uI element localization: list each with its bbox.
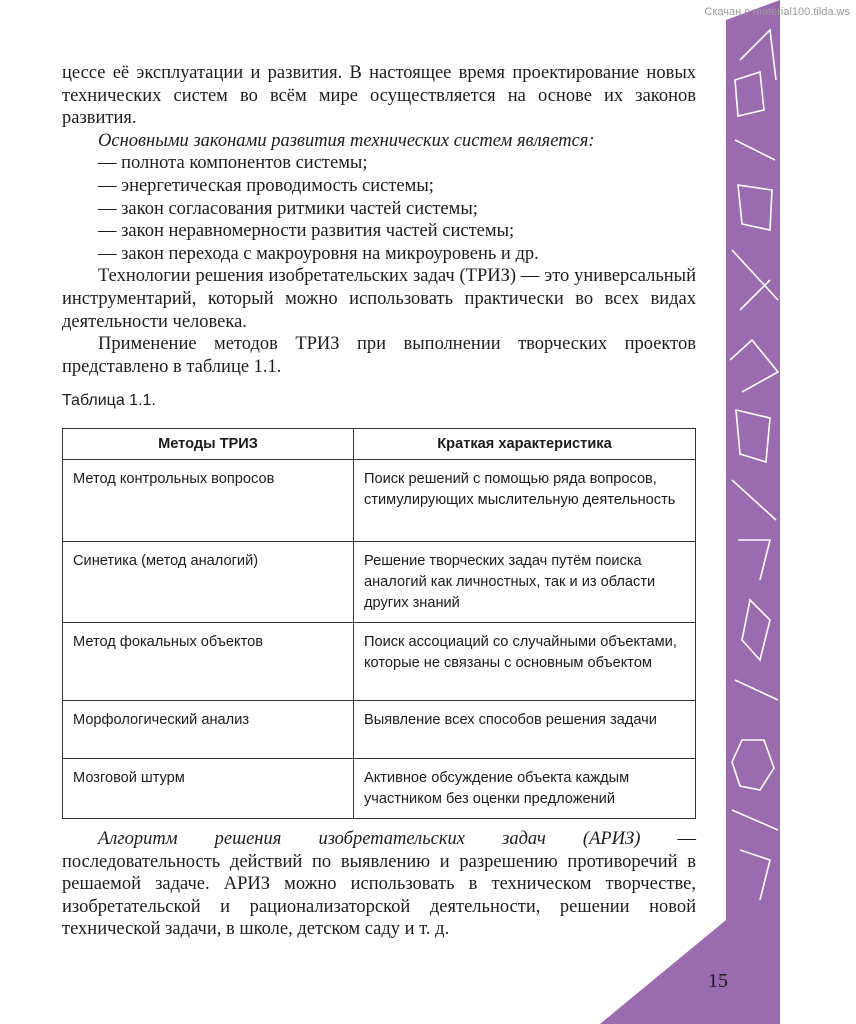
table-caption: Таблица 1.1.	[62, 392, 156, 409]
law-item: — закон согласования ритмики частей системы;	[98, 198, 478, 219]
method-cell: Мозговой штурм	[63, 759, 354, 819]
table-header-row	[63, 429, 696, 460]
table-row	[63, 623, 696, 701]
paragraph-2: Технологии решения изобретательских задач (ТРИЗ) — это универсальный инструментарий, который можно использовать практически во всех видах деятельности человека.	[62, 266, 696, 332]
table-row	[63, 701, 696, 759]
method-cell: Морфологический анализ	[63, 701, 354, 759]
paragraph-3: Применение методов ТРИЗ при выполнении творческих проектов представлено в таблице 1.1.	[62, 334, 696, 377]
table-row	[63, 542, 696, 623]
ariz-text: — последовательность действий по выявлению и разрешению противоречий в решаемой задаче. АРИЗ можно использовать в техническом творчестве, изобретательской и рационализаторской деятельности, решении новой технической задачи, в школе, детском саду и т. д.	[62, 829, 697, 940]
column-header-description: Краткая характеристика	[354, 429, 696, 460]
description-cell: Поиск ассоциаций со случайными объектами, которые не связаны с основным объектом	[354, 623, 696, 701]
watermark: Скачан с material100.tilda.ws	[704, 6, 850, 18]
ariz-paragraph	[62, 828, 696, 941]
intro-text	[62, 62, 696, 378]
law-item: — закон неравномерности развития частей системы;	[98, 221, 515, 242]
description-cell: Решение творческих задач путём поиска аналогий как личностных, так и из области других знаний	[354, 542, 696, 623]
method-cell: Синетика (метод аналогий)	[63, 542, 354, 623]
method-cell: Метод фокальных объектов	[63, 623, 354, 701]
column-header-methods: Методы ТРИЗ	[63, 429, 354, 460]
law-item: — закон перехода с макроуровня на микроуровень и др.	[98, 243, 539, 264]
triz-methods-table	[62, 428, 696, 819]
table-row	[63, 460, 696, 542]
laws-heading: Основными законами развития технических систем является:	[98, 130, 595, 151]
page-number: 15	[708, 970, 728, 992]
method-cell: Метод контрольных вопросов	[63, 460, 354, 542]
description-cell: Активное обсуждение объекта каждым участником без оценки предложений	[354, 759, 696, 819]
description-cell: Выявление всех способов решения задачи	[354, 701, 696, 759]
law-item: — энергетическая проводимость системы;	[98, 175, 434, 196]
ariz-term: Алгоритм решения изобретательских задач (АРИЗ)	[98, 829, 641, 849]
description-cell: Поиск решений с помощью ряда вопросов, стимулирующих мыслительную деятельность	[354, 460, 696, 542]
law-item: — полнота компонентов системы;	[98, 153, 368, 174]
table-row	[63, 759, 696, 819]
paragraph-1: цессе её эксплуатации и развития. В настоящее время проектирование новых технических систем во всём мире осуществляется на основе их законов развития.	[62, 63, 696, 129]
